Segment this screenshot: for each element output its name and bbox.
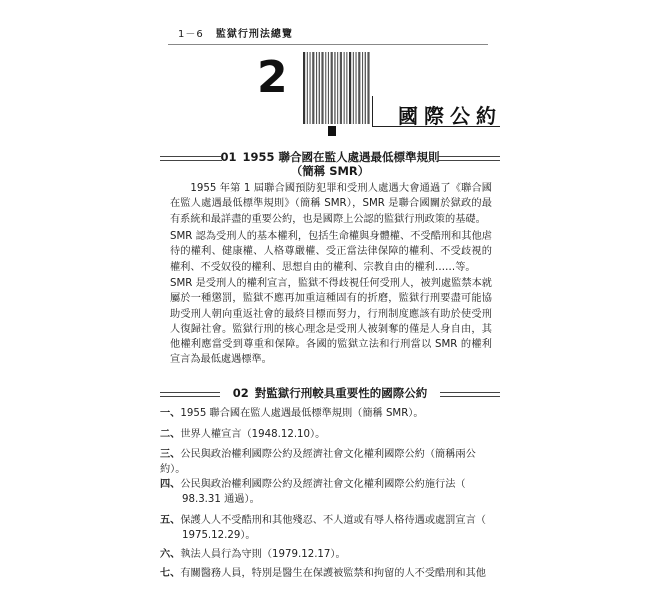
chapter-title-underline [372, 126, 500, 127]
heading-rule-left [160, 156, 222, 161]
section-number: 02 [232, 386, 249, 400]
section-title: 對監獄行刑較具重要性的國際公約 [254, 386, 428, 400]
book-title: 監獄行刑法總覽 [215, 29, 293, 40]
heading-rule-right [438, 156, 500, 161]
page-number: 1－6 [178, 29, 204, 40]
chapter-title: 國際公約 [398, 104, 502, 128]
paragraph-1: 1955 年第 1 屆聯合國預防犯罪和受刑人處遇大會通過了《聯合國在監人處遇最低標準規則》（簡稱 SMR），SMR 是聯合國關於獄政的最有系統和最詳盡的重要公約，也是國際上公認的監獄行刑政策的基礎。 [170, 183, 492, 225]
list-index: 四、 [160, 479, 181, 490]
graphic-bar [312, 52, 314, 124]
graphic-bar [367, 52, 369, 124]
header-rule [168, 44, 488, 45]
list-text: 執法人員行為守則（1979.12.17）。 [180, 549, 346, 560]
graphic-bar [346, 52, 347, 124]
paragraph-2: SMR 認為受刑人的基本權利，包括生命權與身體權、不受酷刑和其他虐待的權利、健康權、人格尊嚴權、受正當法律保障的權利、不受歧視的權利、不受奴役的權利、思想自由的權利、宗教自由的權利……等。 [170, 231, 492, 273]
graphic-bar [362, 52, 363, 124]
list-text: 公民與政治權利國際公約及經濟社會文化權利國際公約（簡稱兩公約）。 [160, 449, 476, 475]
list-index: 三、 [160, 449, 181, 460]
graphic-bar [358, 52, 360, 124]
graphic-bar [331, 52, 333, 124]
graphic-bar [316, 52, 317, 124]
graphic-bar [325, 52, 326, 124]
graphic-bar [349, 52, 351, 124]
list-text: 1955 聯合國在監人處遇最低標準規則（簡稱 SMR）。 [180, 408, 424, 419]
graphic-bar [344, 52, 345, 124]
chapter-number: 2 [257, 52, 288, 103]
section-number: 01 [220, 150, 237, 164]
section-subtitle: （簡稱 SMR） [290, 164, 370, 178]
list-text: 公民與政治權利國際公約及經濟社會文化權利國際公約施行法（ [180, 479, 466, 490]
list-index: 五、 [160, 515, 181, 526]
graphic-bar [353, 52, 354, 124]
heading-rule-right [440, 392, 500, 397]
list-item [160, 547, 496, 562]
graphic-bar [337, 52, 338, 124]
list-text-continued: 98.3.31 通過）。 [182, 494, 260, 505]
running-header [178, 25, 293, 40]
list-item [160, 447, 496, 477]
list-item [160, 513, 496, 543]
list-item [160, 566, 496, 581]
graphic-bar [310, 52, 311, 124]
graphic-bar [303, 52, 305, 124]
section-title: 1955 聯合國在監人處遇最低標準規則 [242, 150, 440, 164]
section-heading-2 [160, 385, 500, 401]
graphic-bar [321, 52, 323, 124]
graphic-bar [328, 52, 329, 124]
graphic-bar [340, 52, 342, 124]
list-index: 六、 [160, 549, 181, 560]
list-index: 二、 [160, 429, 181, 440]
chapter-barcode-graphic [288, 52, 383, 138]
graphic-bar [307, 52, 308, 124]
heading-rule-left [160, 392, 220, 397]
list-index: 七、 [160, 568, 181, 579]
list-index: 一、 [160, 408, 181, 419]
paragraph-3: SMR 是受刑人的權利宣言，監獄不得歧視任何受刑人，被判處監禁本就屬於一種懲罰，監獄不應再加重這種固有的折磨，監獄行刑要盡可能協助受刑人朝向重返社會的最終目標而努力，行刑制度應該有助於使受刑人復歸社會。監獄行刑的核心理念是受刑人被剝奪的僅是人身自由，其他權利應當受到尊重和保障。各國的監獄立法和行刑當以 SMR 的權利宣言為最低處遇標準。 [170, 278, 492, 366]
list-text: 世界人權宣言（1948.12.10）。 [180, 429, 326, 440]
graphic-bar [334, 52, 335, 124]
list-item [160, 427, 496, 442]
list-text: 保護人人不受酷刑和其他殘忍、不人道或有辱人格待遇或處罰宣言（ [180, 515, 486, 526]
graphic-bar [356, 52, 357, 124]
graphic-bar [319, 52, 320, 124]
list-item [160, 406, 496, 421]
list-item [160, 477, 496, 507]
list-text-continued: 1975.12.29）。 [182, 530, 256, 541]
graphic-bar [365, 52, 366, 124]
list-text: 有關醫務人員，特別是醫生在保護被監禁和拘留的人不受酷刑和其他 [180, 568, 486, 579]
